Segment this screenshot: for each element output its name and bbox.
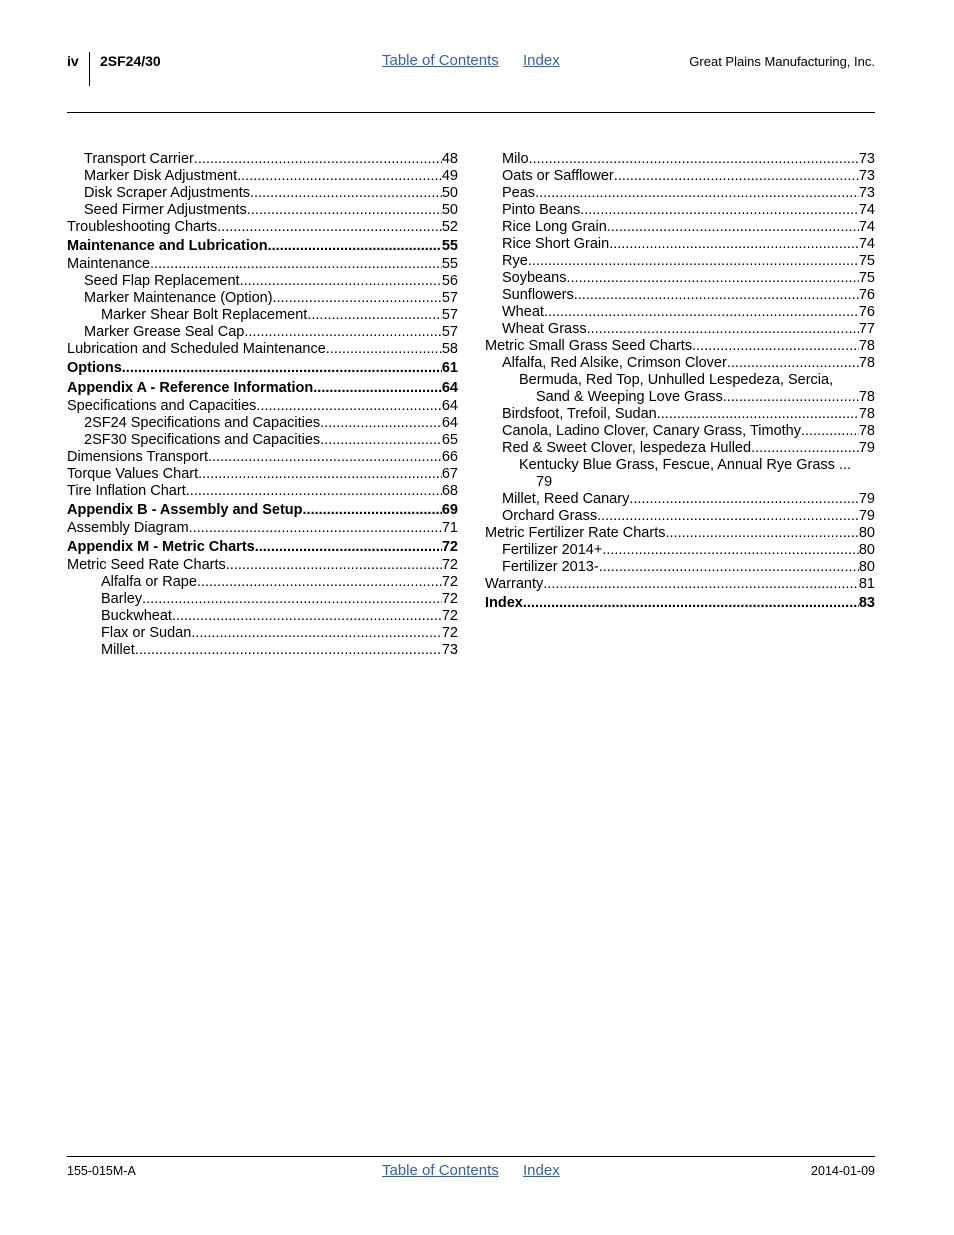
toc-leader-dots bbox=[665, 525, 858, 542]
toc-entry-title: Millet, Reed Canary bbox=[502, 491, 630, 507]
toc-entry-page: 73 bbox=[858, 185, 875, 201]
toc-entry[interactable] bbox=[67, 324, 458, 341]
toc-entry-page: 81 bbox=[858, 576, 875, 592]
toc-leader-dots bbox=[142, 591, 442, 608]
toc-entry[interactable] bbox=[67, 256, 458, 273]
toc-entry[interactable] bbox=[485, 185, 875, 202]
toc-entry-title: Warranty bbox=[485, 576, 544, 592]
toc-entry-page: 83 bbox=[858, 595, 875, 611]
toc-leader-dots bbox=[313, 379, 442, 398]
toc-entry[interactable] bbox=[485, 151, 875, 168]
toc-entry-title: 2SF30 Specifications and Capacities bbox=[84, 432, 321, 448]
toc-column-left bbox=[67, 151, 458, 659]
toc-entry[interactable] bbox=[67, 591, 458, 608]
toc-leader-dots bbox=[543, 576, 859, 593]
toc-entry-page: 48 bbox=[441, 151, 458, 167]
toc-entry-page: 76 bbox=[858, 304, 875, 320]
toc-entry-title: Rice Long Grain bbox=[502, 219, 607, 235]
header-rule bbox=[67, 112, 875, 113]
toc-entry[interactable] bbox=[485, 338, 875, 355]
toc-entry-page: 74 bbox=[858, 236, 875, 252]
toc-leader-dots bbox=[723, 389, 859, 406]
toc-entry-page: 72 bbox=[441, 539, 458, 555]
toc-entry[interactable] bbox=[67, 574, 458, 591]
toc-leader-dots bbox=[256, 398, 441, 415]
toc-entry[interactable] bbox=[67, 520, 458, 537]
toc-entry-page: 65 bbox=[441, 432, 458, 448]
toc-leader-dots bbox=[801, 423, 859, 440]
toc-entry-title: Alfalfa, Red Alsike, Crimson Clover bbox=[502, 355, 727, 371]
toc-entry-page: 80 bbox=[858, 525, 875, 541]
toc-entry-title: Sunflowers bbox=[502, 287, 574, 303]
toc-leader-dots bbox=[587, 321, 859, 338]
toc-entry[interactable] bbox=[67, 202, 458, 219]
toc-entry[interactable] bbox=[67, 168, 458, 185]
toc-entry-title: Peas bbox=[502, 185, 536, 201]
toc-entry-page: 66 bbox=[441, 449, 458, 465]
toc-leader-dots bbox=[194, 151, 442, 168]
toc-entry-page: 78 bbox=[858, 406, 875, 422]
toc-leader-dots bbox=[727, 355, 859, 372]
toc-entry-page: 55 bbox=[441, 238, 458, 254]
toc-entry-page: 72 bbox=[441, 557, 458, 573]
toc-entry-title: Buckwheat bbox=[101, 608, 172, 624]
toc-entry-page: 78 bbox=[858, 355, 875, 371]
toc-entry-page: 79 bbox=[536, 474, 553, 490]
toc-leader-dots bbox=[226, 557, 442, 574]
toc-entry[interactable] bbox=[67, 415, 458, 432]
toc-entry-title: Millet bbox=[101, 642, 135, 658]
toc-entry[interactable] bbox=[485, 440, 875, 457]
toc-entry-page: 79 bbox=[858, 491, 875, 507]
toc-entry-title: Appendix B - Assembly and Setup bbox=[67, 502, 303, 518]
toc-leader-dots bbox=[189, 520, 442, 537]
toc-entry[interactable] bbox=[67, 483, 458, 500]
header-divider bbox=[89, 52, 90, 86]
toc-entry-page: 49 bbox=[441, 168, 458, 184]
toc-leader-dots bbox=[326, 341, 442, 358]
toc-entry-page: 75 bbox=[858, 270, 875, 286]
toc-leader-dots bbox=[529, 151, 859, 168]
toc-entry-title: Alfalfa or Rape bbox=[101, 574, 197, 590]
toc-entry-page: 52 bbox=[441, 219, 458, 235]
toc-leader-dots bbox=[528, 253, 859, 270]
toc-leader-dots bbox=[255, 538, 442, 557]
toc-entry-page: 67 bbox=[441, 466, 458, 482]
toc-entry-page: 73 bbox=[858, 151, 875, 167]
toc-entry[interactable] bbox=[485, 355, 875, 372]
toc-entry[interactable] bbox=[67, 290, 458, 307]
toc-entry-title: Maintenance bbox=[67, 256, 151, 272]
company-name: Great Plains Manufacturing, Inc. bbox=[689, 54, 875, 69]
toc-leader-dots bbox=[602, 542, 859, 559]
toc-leader-dots bbox=[609, 236, 859, 253]
toc-leader-dots bbox=[544, 304, 859, 321]
toc-entry[interactable] bbox=[67, 307, 458, 324]
toc-entry-page: 78 bbox=[858, 423, 875, 439]
toc-leader-dots bbox=[320, 415, 442, 432]
toc-entry-title: Pinto Beans bbox=[502, 202, 581, 218]
toc-entry-page: 72 bbox=[441, 574, 458, 590]
toc-entry[interactable] bbox=[485, 219, 875, 236]
toc-leader-dots bbox=[597, 508, 859, 525]
toc-entry-title: Fertilizer 2014+ bbox=[502, 542, 603, 558]
toc-entry[interactable] bbox=[67, 642, 458, 659]
toc-entry[interactable] bbox=[67, 538, 458, 557]
toc-entry-continuation bbox=[519, 389, 875, 406]
toc-entry-title: Bermuda, Red Top, Unhulled Lespedeza, Sercia, bbox=[519, 372, 834, 388]
toc-entry-title: Lubrication and Scheduled Maintenance bbox=[67, 341, 326, 357]
toc-entry-title: Fertilizer 2013- bbox=[502, 559, 599, 575]
footer-toc-link[interactable]: Table of Contents bbox=[382, 1162, 499, 1179]
toc-entry-title: Assembly Diagram bbox=[67, 520, 189, 536]
toc-leader-dots bbox=[198, 466, 442, 483]
toc-entry-page: 80 bbox=[858, 559, 875, 575]
toc-leader-dots bbox=[247, 202, 442, 219]
toc-entry-title: Tire Inflation Chart bbox=[67, 483, 186, 499]
toc-entry[interactable] bbox=[67, 449, 458, 466]
toc-entry[interactable] bbox=[485, 559, 875, 576]
toc-entry-page: 75 bbox=[858, 253, 875, 269]
toc-entry-title: Birdsfoot, Trefoil, Sudan bbox=[502, 406, 657, 422]
toc-entry[interactable] bbox=[485, 168, 875, 185]
toc-entry[interactable] bbox=[485, 287, 875, 304]
toc-leader-dots bbox=[191, 625, 442, 642]
toc-entry-title: Milo bbox=[502, 151, 529, 167]
toc-entry[interactable] bbox=[67, 466, 458, 483]
footer-date: 2014-01-09 bbox=[811, 1164, 875, 1178]
toc-entry[interactable] bbox=[67, 501, 458, 520]
toc-entry-title: Options bbox=[67, 360, 122, 376]
toc-entry-page: 57 bbox=[441, 324, 458, 340]
toc-entry[interactable] bbox=[485, 508, 875, 525]
toc-leader-dots bbox=[208, 449, 442, 466]
toc-entry-title: Wheat Grass bbox=[502, 321, 587, 337]
toc-entry-title: Rye bbox=[502, 253, 528, 269]
toc-entry-page: 73 bbox=[858, 168, 875, 184]
toc-entry-page: 55 bbox=[441, 256, 458, 272]
page-header bbox=[0, 0, 954, 120]
toc-entry[interactable] bbox=[67, 237, 458, 256]
toc-entry[interactable] bbox=[67, 185, 458, 202]
toc-leader-dots bbox=[599, 559, 859, 576]
toc-entry[interactable] bbox=[67, 379, 458, 398]
toc-leader-dots bbox=[273, 290, 442, 307]
toc-leader-dots bbox=[574, 287, 859, 304]
toc-leader-dots bbox=[240, 273, 442, 290]
toc-entry[interactable] bbox=[485, 270, 875, 287]
toc-entry-title: Marker Grease Seal Cap bbox=[84, 324, 245, 340]
toc-leader-dots bbox=[657, 406, 859, 423]
toc-entry-title: Transport Carrier bbox=[84, 151, 194, 167]
toc-entry[interactable] bbox=[485, 491, 875, 508]
toc-entry[interactable] bbox=[485, 594, 875, 613]
toc-entry-title: Appendix A - Reference Information bbox=[67, 380, 314, 396]
toc-entry-page: 64 bbox=[441, 415, 458, 431]
toc-entry[interactable] bbox=[485, 576, 875, 593]
toc-leader-dots bbox=[217, 219, 442, 236]
toc-entry-title: Barley bbox=[101, 591, 143, 607]
toc-entry-title: Marker Maintenance (Option) bbox=[84, 290, 273, 306]
toc-entry-page: 74 bbox=[858, 202, 875, 218]
toc-entry-page: 61 bbox=[441, 360, 458, 376]
toc-leader-dots bbox=[172, 608, 442, 625]
toc-entry[interactable] bbox=[67, 273, 458, 290]
toc-entry-page: 78 bbox=[858, 389, 875, 405]
toc-leader-dots bbox=[614, 168, 859, 185]
toc-leader-dots bbox=[580, 202, 859, 219]
toc-entry[interactable] bbox=[67, 432, 458, 449]
toc-entry[interactable] bbox=[67, 608, 458, 625]
toc-entry-page: 57 bbox=[441, 307, 458, 323]
document-number: 155-015M-A bbox=[67, 1164, 136, 1178]
toc-entry-title: Appendix M - Metric Charts bbox=[67, 539, 255, 555]
toc-column-right bbox=[485, 151, 875, 613]
toc-entry-page: 58 bbox=[441, 341, 458, 357]
toc-leader-dots bbox=[237, 168, 442, 185]
footer-index-link[interactable]: Index bbox=[523, 1162, 560, 1179]
toc-entry[interactable] bbox=[485, 423, 875, 440]
toc-leader-dots bbox=[567, 270, 859, 287]
toc-entry-page: 71 bbox=[441, 520, 458, 536]
toc-entry-title: Wheat bbox=[502, 304, 544, 320]
toc-entry-page: 69 bbox=[441, 502, 458, 518]
toc-leader-dots bbox=[186, 483, 442, 500]
toc-entry[interactable] bbox=[485, 253, 875, 270]
toc-leader-dots bbox=[692, 338, 859, 355]
toc-entry[interactable] bbox=[485, 202, 875, 219]
toc-leader-dots bbox=[523, 594, 859, 613]
toc-entry[interactable] bbox=[485, 372, 875, 406]
toc-entry-title: Index bbox=[485, 595, 523, 611]
toc-entry[interactable] bbox=[485, 525, 875, 542]
header-toc-link[interactable]: Table of Contents bbox=[382, 52, 499, 69]
toc-entry-title-cont: Sand & Weeping Love Grass bbox=[536, 389, 723, 405]
toc-entry[interactable] bbox=[67, 625, 458, 642]
toc-entry-title: Dimensions Transport bbox=[67, 449, 209, 465]
toc-entry-title: Disk Scraper Adjustments bbox=[84, 185, 251, 201]
footer-rule bbox=[67, 1156, 875, 1157]
toc-entry-page: 50 bbox=[441, 185, 458, 201]
toc-entry-page: 64 bbox=[441, 398, 458, 414]
toc-entry-title: Oats or Safflower bbox=[502, 168, 614, 184]
toc-entry-title: Red & Sweet Clover, lespedeza Hulled bbox=[502, 440, 752, 456]
toc-leader-dots bbox=[751, 440, 859, 457]
toc-leader-dots bbox=[197, 574, 442, 591]
toc-entry-title: 2SF24 Specifications and Capacities bbox=[84, 415, 321, 431]
toc-entry-title: Seed Flap Replacement bbox=[84, 273, 240, 289]
toc-entry-page: 76 bbox=[858, 287, 875, 303]
toc-entry-title: Marker Disk Adjustment bbox=[84, 168, 238, 184]
toc-entry-page: 64 bbox=[441, 380, 458, 396]
toc-entry-title: Troubleshooting Charts bbox=[67, 219, 218, 235]
toc-entry[interactable] bbox=[485, 542, 875, 559]
toc-entry-page: 77 bbox=[858, 321, 875, 337]
toc-entry[interactable] bbox=[485, 457, 875, 491]
toc-entry[interactable] bbox=[67, 151, 458, 168]
toc-entry[interactable] bbox=[67, 398, 458, 415]
toc-entry[interactable] bbox=[485, 406, 875, 423]
toc-entry-page: 74 bbox=[858, 219, 875, 235]
header-index-link[interactable]: Index bbox=[523, 52, 560, 69]
toc-entry-title: Maintenance and Lubrication bbox=[67, 238, 268, 254]
toc-leader-dots bbox=[629, 491, 859, 508]
toc-entry-page: 79 bbox=[858, 440, 875, 456]
toc-entry-page: 50 bbox=[441, 202, 458, 218]
toc-entry[interactable] bbox=[67, 557, 458, 574]
toc-entry-page: 68 bbox=[441, 483, 458, 499]
toc-leader-dots bbox=[535, 185, 859, 202]
toc-entry-page: 56 bbox=[441, 273, 458, 289]
toc-entry-title: Seed Firmer Adjustments bbox=[84, 202, 247, 218]
toc-entry-title: Flax or Sudan bbox=[101, 625, 192, 641]
toc-entry[interactable] bbox=[485, 236, 875, 253]
toc-leader-dots bbox=[320, 432, 442, 449]
toc-entry-page: 73 bbox=[441, 642, 458, 658]
toc-entry-page: 72 bbox=[441, 625, 458, 641]
toc-entry-title: Kentucky Blue Grass, Fescue, Annual Rye Grass ... bbox=[519, 457, 852, 473]
toc-entry[interactable] bbox=[67, 359, 458, 378]
toc-leader-dots bbox=[250, 185, 442, 202]
toc-entry-title: Specifications and Capacities bbox=[67, 398, 257, 414]
toc-entry[interactable] bbox=[67, 341, 458, 358]
toc-leader-dots bbox=[607, 219, 859, 236]
toc-entry-title: Orchard Grass bbox=[502, 508, 598, 524]
toc-entry-page: 72 bbox=[441, 591, 458, 607]
toc-entry-title: Torque Values Chart bbox=[67, 466, 199, 482]
toc-leader-dots bbox=[135, 642, 442, 659]
toc-entry-page: 78 bbox=[858, 338, 875, 354]
toc-entry-page: 72 bbox=[441, 608, 458, 624]
toc-entry-title: Metric Seed Rate Charts bbox=[67, 557, 226, 573]
model-name: 2SF24/30 bbox=[100, 53, 161, 69]
toc-entry-title: Rice Short Grain bbox=[502, 236, 610, 252]
toc-entry-title: Canola, Ladino Clover, Canary Grass, Timothy bbox=[502, 423, 801, 439]
toc-leader-dots bbox=[303, 501, 442, 520]
toc-leader-dots bbox=[268, 237, 442, 256]
toc-entry-title: Marker Shear Bolt Replacement bbox=[101, 307, 308, 323]
page-number: iv bbox=[67, 53, 79, 69]
toc-entry[interactable] bbox=[67, 219, 458, 236]
toc-leader-dots bbox=[307, 307, 442, 324]
toc-entry-page: 57 bbox=[441, 290, 458, 306]
toc-entry-page: 80 bbox=[858, 542, 875, 558]
toc-leader-dots bbox=[150, 256, 442, 273]
toc-entry-title: Metric Fertilizer Rate Charts bbox=[485, 525, 666, 541]
toc-leader-dots bbox=[122, 359, 442, 378]
toc-entry[interactable] bbox=[485, 321, 875, 338]
toc-entry[interactable] bbox=[485, 304, 875, 321]
toc-leader-dots bbox=[244, 324, 441, 341]
toc-entry-title: Soybeans bbox=[502, 270, 567, 286]
toc-entry-title: Metric Small Grass Seed Charts bbox=[485, 338, 693, 354]
toc-entry-page: 79 bbox=[858, 508, 875, 524]
